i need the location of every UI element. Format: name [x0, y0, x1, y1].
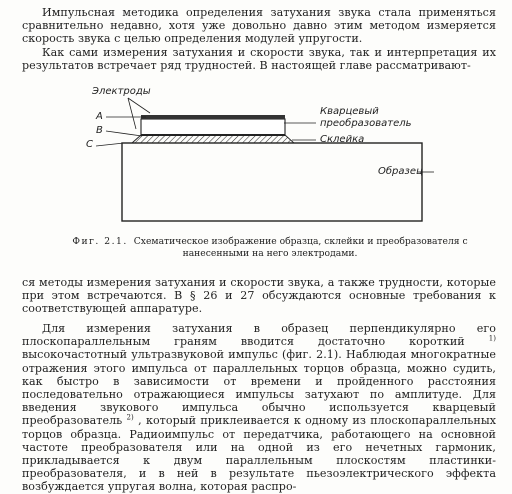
caption-text: Схематическое изображение образца, склейки и преобразователя с нанесенными на него электродами. — [133, 236, 468, 259]
paragraph-difficulties — [22, 46, 496, 72]
glue-layer — [132, 135, 294, 143]
bottom-electrode — [141, 134, 285, 136]
paragraph-measurement-text-c: , который приклеивается к одному из плоскопараллельных торцов образца. Радиоимпульс от передатчика, работающего на основной частоте преобразователя или на одной из его нечетных гармоник, прикладывается к двум параллельным плоскостям пластинки-преобразователя, и в ней в результате пьезоэлектрического эффекта возбуждается упругая волна, которая распро- — [22, 414, 497, 494]
sample-block — [122, 143, 422, 221]
label-quartz-line1: Кварцевый — [320, 106, 379, 117]
schematic-diagram — [88, 82, 448, 232]
label-b: B — [96, 125, 103, 136]
label-a: A — [96, 111, 103, 122]
paragraph-intro — [22, 6, 496, 46]
footnote-ref-1[interactable]: 1) — [488, 334, 496, 343]
quartz-plate — [141, 119, 285, 135]
top-electrode — [141, 115, 285, 119]
label-quartz-line2: преобразователь — [320, 118, 412, 129]
label-glue: Склейка — [320, 134, 365, 145]
paragraph-methods-text: ся методы измерения затухания и скорости звука, а также трудности, которые при этом встречаются. В § 26 и 27 обсуждаются основные требования к соответствующей аппаратуре. — [22, 276, 496, 316]
paragraph-intro-text: Импульсная методика определения затухания звука стала применяться сравнительно недавно, хотя уже довольно давно этим методом измеряется скорость звука с целью определения модулей упругости. — [22, 6, 496, 46]
label-c: C — [86, 139, 93, 150]
paragraph-methods — [22, 276, 496, 316]
footnote-ref-2[interactable]: 2) — [126, 413, 134, 422]
paragraph-measurement — [22, 322, 496, 494]
figure-caption — [60, 236, 480, 260]
paragraph-difficulties-text: Как сами измерения затухания и скорости звука, так и интерпретация их результатов встречает ряд трудностей. В настоящей главе рассматривают- — [22, 46, 496, 73]
label-sample: Образец — [378, 166, 423, 177]
label-electrodes: Электроды — [92, 86, 151, 97]
paragraph-measurement-text-a: Для измерения затухания в образец перпендикулярно его плоскопараллельным граням вводится достаточно короткий — [22, 322, 496, 349]
leader-c — [96, 143, 124, 146]
paragraph-measurement-text-b: высокочастотный ультразвуковой импульс (фиг. 2.1). Наблюдая многократные отражения этого импульса от параллельных торцов образца, можно судить, как быстро в зависимости от времени и пройденного расстояния последовательно отражающиеся импульсы затухают по амплитуде. Для введения звукового импульса обычно используется кварцевый преобразователь — [22, 348, 496, 428]
figure-2-1 — [88, 82, 448, 232]
caption-number: Фиг. 2.1. — [72, 236, 128, 247]
leader-b — [106, 131, 142, 136]
